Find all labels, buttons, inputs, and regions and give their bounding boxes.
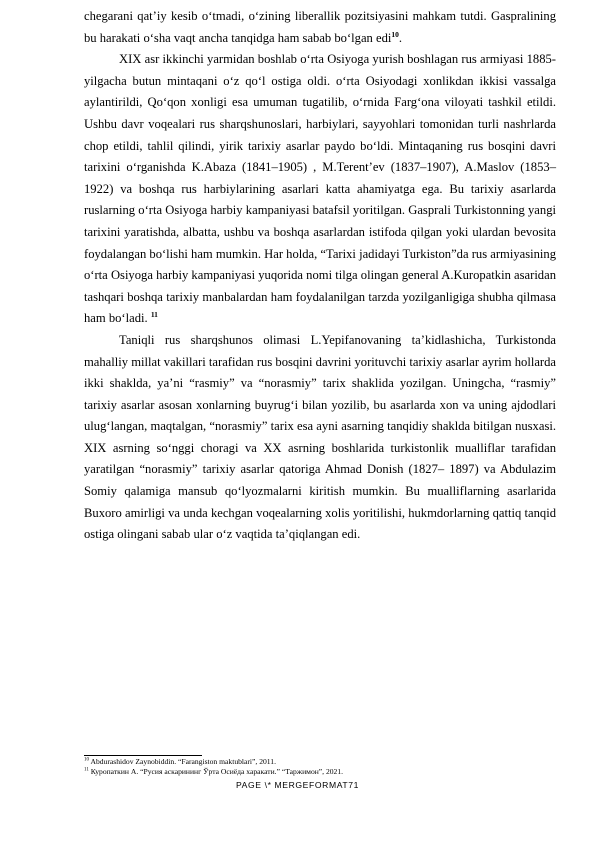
paragraph-text: XIX asr ikkinchi yarmidan boshlab o‘rta Osiyoga yurish boshlagan rus armiyasi 1885-yilgacha butun mintaqani o‘z qo‘l ostiga oldi. o‘rta Osiyodagi xonlikdan ikkisi vassalga aylantirildi, Qo‘qon xonligi esa umuman tugatilib, o‘rnida Farg‘ona viloyati tashkil etildi. Ushbu davr voqealari rus sharqshunoslari, harbiylari, sayyohlari tomonidan turli nashrlarda chop etildi, tahlil qilindi, yirik tarixiy asarlar paydo bo‘ldi. Mintaqaning rus bosqini davri tarixini o‘rganishda K.Abaza (1841–1905) , M.Terent’ev (1837–1907), A.Maslov (1853–1922) va boshqa rus harbiylarining asarlari katta ahamiyatga ega. Bu tarixiy asarlarda ruslarning o‘rta Osiyoga harbiy kampaniyasi batafsil yoritilgan. Gasprali Turkistonning yangi tarixini yaratishda, albatta, ushbu va boshqa asarlardan istifoda qilgan yoki ulardan bevosita foydalangan bo‘lishi ham mumkin. Har holda, “Tarixi jadidayi Turkiston”da rus armiyasining o‘rta Osiyoga harbiy kampaniyasi yuqorida nomi tilga olingan general A.Kuropatkin asaridan tashqari boshqa tarixiy manbalardan ham foydalanilgan tarzda yozilganligiga shubha qilmasa ham bo‘ladi. (84, 52, 557, 326)
footnote-ref[interactable]: 11 (150, 310, 158, 320)
footnote-item (84, 767, 556, 777)
page-body (84, 6, 556, 546)
footnote-ref[interactable]: 10 (391, 29, 399, 39)
paragraph-tail: . (398, 30, 403, 45)
paragraph-epifanova (84, 330, 556, 546)
footnotes (84, 757, 556, 778)
paragraph-russian-conquest (84, 49, 556, 330)
footnote-number: 11 (84, 767, 89, 773)
footnote-text: Куропаткин А. “Русия аскарининг Ўрта Осиёда харакати.” “Таржимон”, 2021. (88, 767, 344, 777)
paragraph-continuation (84, 6, 556, 49)
footnote-text: Abdurashidov Zaynobiddin. “Farangiston maktublari”, 2011. (89, 757, 276, 766)
footnote-number: 10 (84, 757, 89, 763)
footnote-item (84, 757, 556, 767)
footnote-separator (84, 755, 202, 756)
page-footer: PAGE \* MERGEFORMAT71 (235, 780, 360, 790)
paragraph-text: Taniqli rus sharqshunos olimasi L.Yepifanovaning ta’kidlashicha, Turkistonda mahalliy millat vakillari tarafidan rus bosqini davrini yorituvchi tarixiy asarlar ayrim hollarda ikki shaklda, ya’ni “rasmiy” va “norasmiy” tarix shaklida yozilgan. Uningcha, “rasmiy” tarixiy asarlar asosan xonlarning buyrug‘i bilan yozilib, bu asarlarda xon va uning ajdodlari ulug‘langan, maqtalgan, “norasmiy” tarix esa ayni asarning tanqidiy shaklda bitilgan nusxasi. XIX asrning so‘nggi choragi va XX asrning boshlarida turkistonlik mualliflar tarafidan yaratilgan “norasmiy” tarixiy asarlar qatoriga Ahmad Donish (1827– 1897) va Abdulazim Somiy qalamiga mansub qo‘lyozmalarni kiritish mumkin. Bu mualliflarning asarlarida Buxoro amirligi va unda kechgan voqealarning xolis yoritilishi, hukmdorlarning qattiq tanqid ostiga olingani sabab ular o‘z vaqtida ta’qiqlangan edi. (84, 332, 556, 542)
paragraph-text: chegarani qat’iy kesib o‘tmadi, o‘zining liberallik pozitsiyasini mahkam tutdi. Gaspralining bu harakati o‘sha vaqt ancha tanqidga ham sabab bo‘lgan edi (84, 9, 556, 45)
